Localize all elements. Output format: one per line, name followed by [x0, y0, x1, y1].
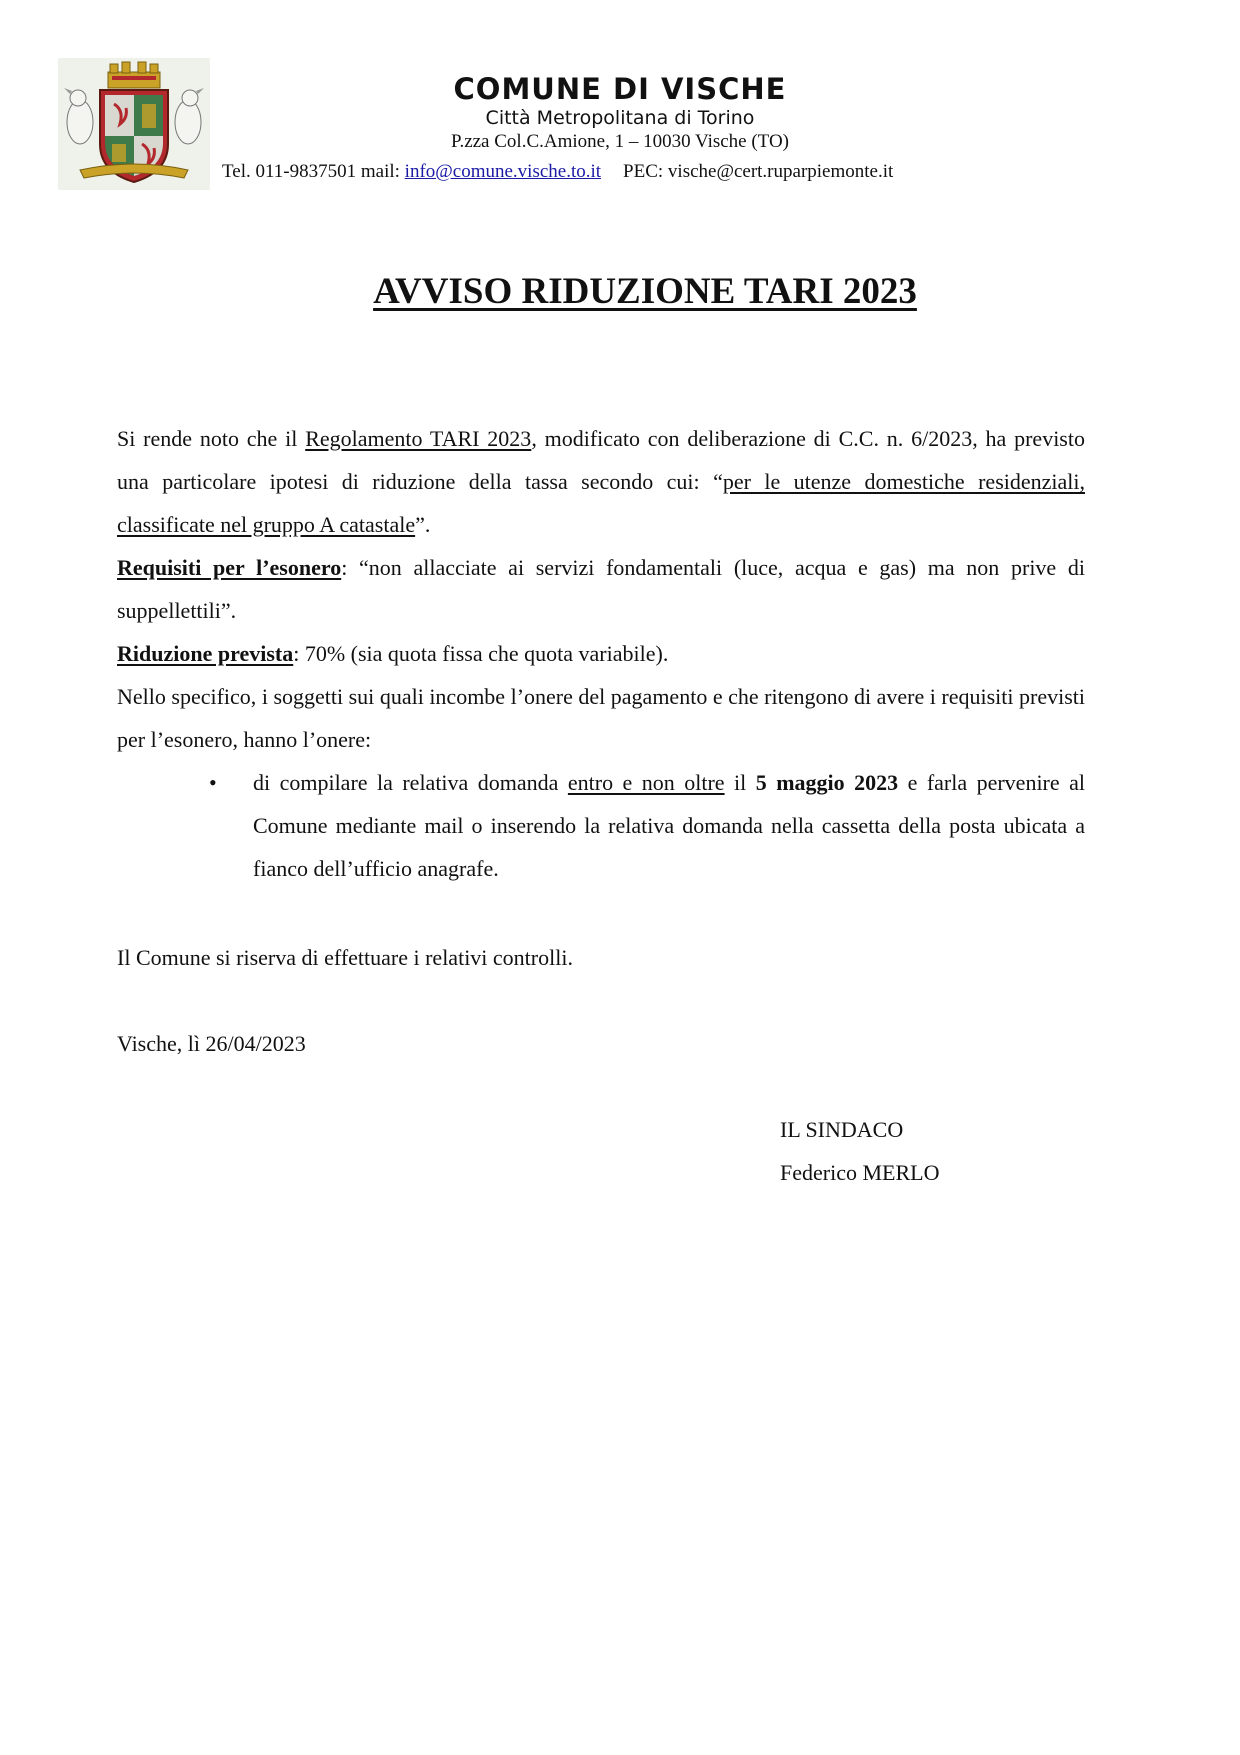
- email-link[interactable]: info@comune.vische.to.it: [404, 161, 602, 182]
- municipality-address: P.zza Col.C.Amione, 1 – 10030 Vische (TO): [450, 131, 789, 152]
- requirements-text: : “non allacciate ai servizi fondamentali (luce, acqua e gas) ma non prive di suppellettili”.: [117, 555, 1085, 623]
- reduction-label: Riduzione prevista: [117, 641, 294, 666]
- left-supporter-icon: [64, 88, 93, 144]
- list-item: [209, 761, 1085, 890]
- paragraph-intro: [117, 417, 1085, 546]
- pec-text: PEC: vische@cert.ruparpiemonte.it: [623, 161, 894, 182]
- bullet-text-a: di compilare la relativa domanda: [253, 770, 568, 795]
- obligations-list: [117, 761, 1085, 890]
- deadline-date: 5 maggio 2023: [755, 770, 899, 795]
- category-reference: per le utenze domestiche residenziali, classificate nel gruppo A catastale: [117, 469, 1085, 537]
- closing-statement: Il Comune si riserva di effettuare i relativi controlli.: [117, 945, 573, 970]
- bullet-text-b: il: [724, 770, 756, 795]
- document-title: AVVISO RIDUZIONE TARI 2023: [373, 271, 917, 312]
- place-and-date: Vische, lì 26/04/2023: [117, 1031, 306, 1056]
- requirements-label: Requisiti per l’esonero: [117, 555, 342, 580]
- letterhead: [205, 72, 1035, 154]
- municipality-name: COMUNE DI VISCHE: [453, 72, 787, 106]
- paragraph-obligations: Nello specifico, i soggetti sui quali incombe l’onere del pagamento e che ritengono di avere i requisiti previsti per l’esonero, hanno l’onere:: [117, 684, 1085, 752]
- crown-icon: [108, 62, 160, 88]
- deadline-emphasis: entro e non oltre: [567, 770, 725, 795]
- paragraph-requirements: [117, 546, 1085, 632]
- intro-text-a: Si rende noto che il: [117, 426, 306, 451]
- bullet-text-c: e farla pervenire al Comune mediante mail o inserendo la relativa domanda nella cassetta della posta ubicata a fianco dell’ufficio anagrafe.: [253, 770, 1085, 881]
- contact-line: [222, 160, 893, 184]
- coat-of-arms-icon: [58, 58, 210, 190]
- intro-text-b: , modificato con deliberazione di C.C. n. 6/2023, ha previsto una particolare ipotesi di riduzione della tassa secondo cui: “: [117, 426, 1085, 494]
- reduction-text: : 70% (sia quota fissa che quota variabile).: [293, 641, 669, 666]
- paragraph-reduction: [117, 632, 1085, 675]
- signatory-name: Federico MERLO: [780, 1160, 940, 1185]
- coat-of-arms-logo: [58, 58, 210, 190]
- right-supporter-icon: [175, 88, 204, 144]
- notice-body: [117, 417, 1085, 890]
- intro-text-c: ”.: [415, 512, 431, 537]
- phone-text: Tel. 011-9837501 mail:: [222, 161, 405, 182]
- bullet-icon: •: [209, 770, 217, 795]
- signatory-role: IL SINDACO: [780, 1117, 904, 1142]
- signature-block: [780, 1108, 939, 1194]
- metropolitan-city: Città Metropolitana di Torino: [485, 107, 755, 129]
- regulation-reference: Regolamento TARI 2023: [305, 426, 532, 451]
